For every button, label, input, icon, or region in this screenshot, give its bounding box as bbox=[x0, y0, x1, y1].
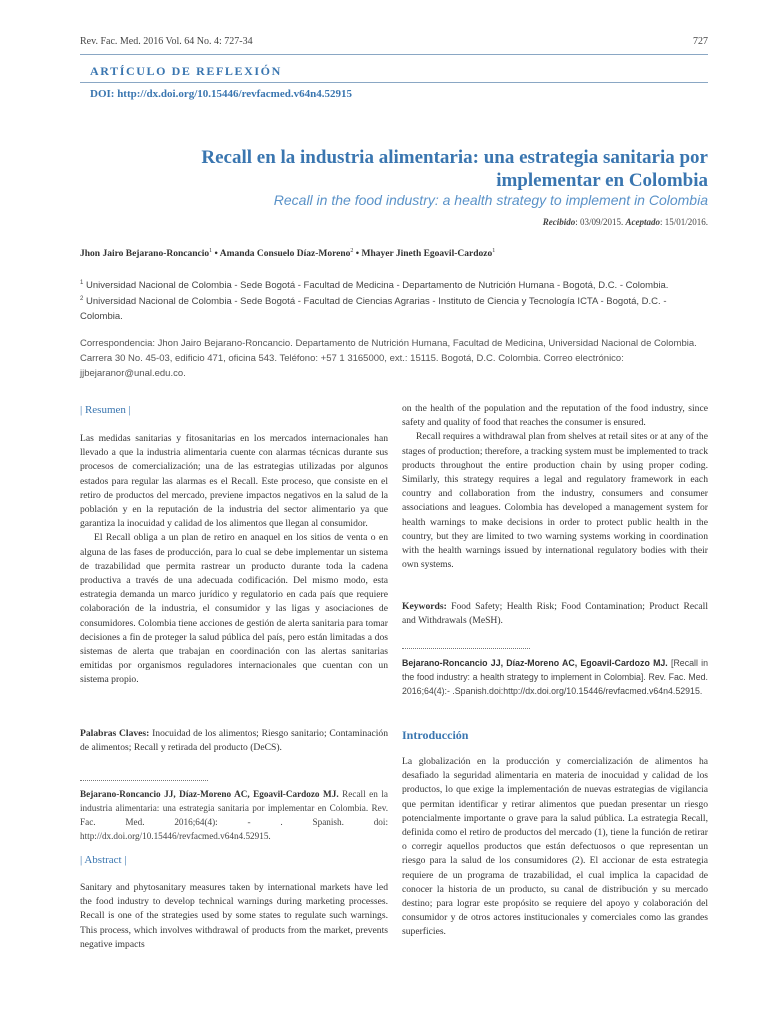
page-number: 727 bbox=[693, 36, 708, 47]
doi-link[interactable]: DOI: http://dx.doi.org/10.15446/revfacmed.v64n4.52915 bbox=[90, 88, 352, 100]
resumen-heading: | Resumen | bbox=[80, 404, 131, 416]
resumen-paragraph: El Recall obliga a un plan de retiro en anaquel en los sitios de venta o en alguna de las fases de producción, para lo cual se debe implementar un sistema de trazabilidad que permita rastrear un producto durante toda la cadena productiva a través de una adecuada codificación. Del mismo modo, esta estrategia demanda un marco jurídico y regulatorio en cada país que requiere colaboración de la industria, el consumidor y las ligas y asociaciones de consumidores. Colombia tiene acciones de gestión de alerta sanitaria para tomar decisiones a fin de proteger la salud pública del país, pero están limitadas a dos sistemas de alerta que trabajan en coordinación con las alertas sanitarias emitidas por organismos reguladores internacionales que cuentan con un sistema propio. bbox=[80, 532, 388, 686]
keywords-label: Palabras Claves: bbox=[80, 728, 150, 739]
author-separator: • bbox=[212, 249, 220, 260]
author-separator: • bbox=[353, 249, 362, 260]
running-header bbox=[80, 36, 708, 47]
accepted-label: Aceptado bbox=[625, 217, 660, 227]
accepted-date: : 15/01/2016. bbox=[659, 217, 708, 227]
section-label: ARTÍCULO DE REFLEXIÓN bbox=[90, 64, 282, 78]
author-list bbox=[80, 248, 708, 259]
affiliation-2 bbox=[80, 292, 708, 324]
citation-text: [Recall in the food industry: a health strategy to implement in Colombia]. Rev. Fac. Med. 2016;64(4):- .Spanish.doi:http://dx.doi.org/10.15446/revfacmed.v64n4.52915. bbox=[402, 658, 709, 696]
abstract-paragraph: Sanitary and phytosanitary measures taken by international markets have led the food industry to develop technical warnings during marketing processes. Recall is one of the strategies used by some states to regulate such warnings. This process, which involves withdrawal of products from the market, prevents negative impacts bbox=[80, 882, 388, 950]
affiliation-1 bbox=[80, 276, 708, 293]
citation-spanish bbox=[80, 787, 388, 843]
citation-divider bbox=[402, 648, 530, 649]
author-affiliation-mark: 2 bbox=[350, 248, 354, 254]
affiliation-mark: 2 bbox=[80, 296, 84, 302]
affiliation-text: Universidad Nacional de Colombia - Sede Bogotá - Facultad de Medicina - Departamento de Nutrición Humana - Bogotá, D.C. - Colombia. bbox=[83, 280, 669, 292]
introduccion-heading: Introducción bbox=[402, 728, 469, 742]
abstract-paragraph: Recall requires a withdrawal plan from shelves at retail sites or at any of the stages of production; therefore, a tracking system must be implemented to track products throughout the entire production chain by using proper coding. Similarly, this strategy requires a legal and regulatory framework in each country and collaboration from the industry, consumers and consumer associations and leagues. Colombia has developed a management system for health warnings to make decisions in order to protect public health in the country, but they are limited to two warning systems working in coordination with the health warnings issued by international regulatory bodies with their own systems. bbox=[402, 431, 708, 571]
keywords-text: Inocuidad de los alimentos; Riesgo sanitario; Contaminación de alimentos; Recall y retirada del producto (DeCS). bbox=[80, 728, 388, 754]
header-rule-bottom bbox=[80, 82, 708, 83]
author-name: Amanda Consuelo Díaz-Moreno bbox=[219, 249, 351, 260]
article-dates bbox=[543, 217, 708, 227]
author-name: Mhayer Jineth Egoavil-Cardozo bbox=[361, 249, 493, 260]
author-affiliation-mark: 1 bbox=[209, 248, 213, 254]
received-label: Recibido bbox=[542, 217, 576, 227]
author-affiliation-mark: 1 bbox=[492, 248, 496, 254]
abstract-body-continued bbox=[402, 402, 708, 572]
introduccion-paragraph: La globalización en la producción y comercialización de alimentos ha desafiado la seguridad alimentaria en materia de inocuidad y calidad de los productos, lo que exige la implementación de nuevas estrategias de vigilancia que permitan identificar y retirar alimentos que puedan presentar un riesgo potencialmente importante o grave para la salud pública. La estrategia Recall, definida como el retiro de productos del mercado (1), tiene la función de retirar o corregir aquellos productos que están defectuosos o que representan un riesgo para la salud de los consumidores (2). El accionar de esta estrategia requiere de un programa de trazabilidad, el cual implica la capacidad de conocer la historia de un producto, su canal de distribución y su mercado destino; para lograr este propósito se requiere del apoyo y colaboración del consumidor y de otros actores institucionales y comerciales como las grandes superficies. bbox=[402, 756, 708, 938]
correspondence: Correspondencia: Jhon Jairo Bejarano-Roncancio. Departamento de Nutrición Humana, Facultad de Medicina, Universidad Nacional de Colombia. Carrera 30 No. 45-03, edificio 471, oficina 543. Teléfono: +57 1 3165000, ext.: 15115. Bogotá, D.C. Colombia. Correo electrónico: jjbejaranor@unal.edu.co. bbox=[80, 338, 697, 379]
received-date: : 03/09/2015. bbox=[575, 217, 626, 227]
abstract-paragraph: on the health of the population and the reputation of the food industry, since safety and quality of food that reaches the consumer is ensured. bbox=[402, 403, 708, 429]
keywords-label: Keywords: bbox=[402, 601, 447, 612]
author-name: Jhon Jairo Bejarano-Roncancio bbox=[80, 249, 210, 260]
keywords-text: Food Safety; Health Risk; Food Contamination; Product Recall and Withdrawals (MeSH). bbox=[402, 601, 708, 627]
keywords bbox=[402, 600, 708, 628]
article-title-english: Recall in the food industry: a health strategy to implement in Colombia bbox=[273, 192, 708, 208]
citation-authors: Bejarano-Roncancio JJ, Díaz-Moreno AC, Egoavil-Cardozo MJ. bbox=[80, 789, 339, 799]
journal-reference: Rev. Fac. Med. 2016 Vol. 64 No. 4: 727-34 bbox=[80, 36, 253, 47]
citation-english bbox=[402, 656, 708, 698]
article-title-spanish: Recall en la industria alimentaria: una estrategia sanitaria por implementar en Colombia bbox=[201, 147, 708, 191]
resumen-paragraph: Las medidas sanitarias y fitosanitarias en los mercados internacionales han llevado a que la industria alimentaria cuente con alarmas técnicas durante sus procesos de comercialización; una de las estrategias utilizadas por algunos estados para regular las alarmas es el Recall. Este proceso, que consiste en el retiro de productos del mercado, previene impactos negativos en la salud de la población y en la reputación de la industria del sector alimentario ya que garantiza la inocuidad y calidad de los alimentos que llegan al consumidor. bbox=[80, 433, 388, 530]
affiliation-text: Universidad Nacional de Colombia - Sede Bogotá - Facultad de Ciencias Agrarias - Instituto de Ciencia y Tecnología ICTA - Bogotá, D.C. - Colombia. bbox=[80, 296, 667, 323]
citation-text: Recall en la industria alimentaria: una estrategia sanitaria por implementar en Colombia. Rev. Fac. Med. 2016;64(4): - . Spanish. doi: http://dx.doi.org/10.15446/revfacmed.v64n4.52915. bbox=[80, 789, 388, 841]
abstract-body-start bbox=[80, 881, 388, 952]
resumen-body bbox=[80, 432, 388, 688]
abstract-heading: | Abstract | bbox=[80, 854, 127, 866]
introduccion-body bbox=[402, 755, 708, 940]
citation-authors: Bejarano-Roncancio JJ, Díaz-Moreno AC, Egoavil-Cardozo MJ. bbox=[402, 658, 668, 668]
palabras-claves bbox=[80, 727, 388, 755]
affiliation-mark: 1 bbox=[80, 280, 84, 286]
citation-divider bbox=[80, 780, 208, 781]
header-rule-top bbox=[80, 54, 708, 55]
